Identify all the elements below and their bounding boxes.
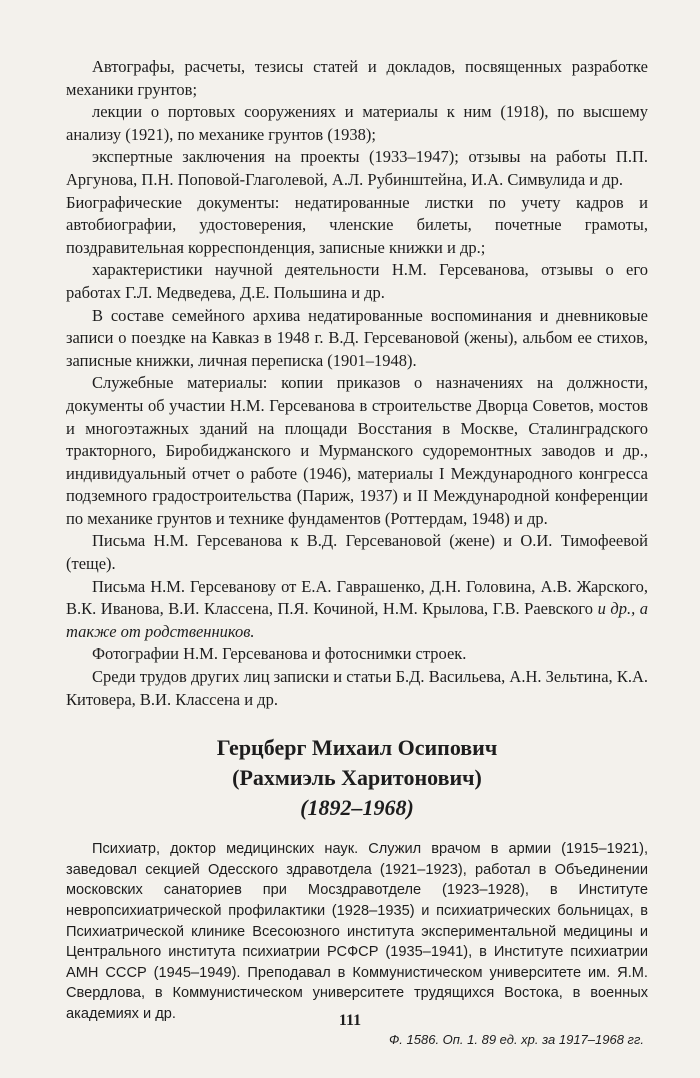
paragraph-autographs: Автографы, расчеты, тезисы статей и докладов, посвященных разработке механики грунтов; [66,57,648,99]
person-alt-name: (Рахмиэль Харитонович) [232,765,482,791]
page-number: 111 [338,1012,362,1029]
letters-to-text: Письма Н.М. Герсеванову от Е.А. Гаврашенко, Д.Н. Головина, А.В. Жарского, В.К. Иванова, В.И. Классена, П.Я. Кочиной, Н.М. Крылова, Г.В. Раевского [66,576,648,619]
letters-to-italic: и др., а также от родственников. [66,599,648,641]
paragraph-lectures: лекции о портовых сооружениях и материалы к ним (1918), по высшему анализу (1921), по механике грунтов (1938); [66,102,648,144]
person-heading [66,733,648,823]
person-years: (1892–1968) [300,795,414,821]
archive-description [66,56,648,711]
paragraph-characteristics: характеристики научной деятельности Н.М. Герсеванова, отзывы о его работах Г.Л. Медведева, Д.Е. Польшина и др. [66,260,648,302]
paragraph-service-materials: Служебные материалы: копии приказов о назначениях на должности, документы об участии Н.М. Герсеванова в строительстве Дворца Советов, мостов и многоэтажных зданий на площади Восстания в Москве, Сталинградского тракторного, Биробиджанского и Мурманского судоремонтных заводов и др., индивидуальный отчет о работе (1946), материалы I Международного конгресса подземного градостроительства (Париж, 1937) и II Международной конференции по механике грунтов и технике фундаментов (Роттердам, 1948) и др. [66,373,648,528]
paragraph-photos: Фотографии Н.М. Герсеванова и фотоснимки строек. [92,644,467,664]
paragraph-expert-opinions: экспертные заключения на проекты (1933–1947); отзывы на работы П.П. Аргунова, П.Н. Поповой-Глаголевой, А.Л. Рубинштейна, И.А. Симвулида и др. [66,147,648,189]
paragraph-letters-from: Письма Н.М. Герсеванова к В.Д. Герсевановой (жене) и О.И. Тимофеевой (теще). [66,531,648,574]
paragraph-other-works: Среди трудов других лиц записки и статьи Б.Д. Васильева, А.Н. Зельтина, К.А. Китовера, В.И. Классена и др. [66,667,648,709]
paragraph-letters-to [66,576,648,644]
paragraph-biographical-docs: Биографические документы: недатированные листки по учету кадров и автобиографии, удостоверения, членские билеты, почетные грамоты, поздравительная корреспонденция, записные книжки и др.; [66,192,648,257]
paragraph-family-archive: В составе семейного архива недатированные воспоминания и дневниковые записи о поездке на Кавказ в 1948 г. В.Д. Герсевановой (жены), альбом ее стихов, записные книжки, личная переписка (1901–1948). [66,305,648,370]
person-name: Герцберг Михаил Осипович [216,735,498,761]
person-biography: Психиатр, доктор медицинских наук. Служил врачом в армии (1915–1921), заведовал секцией Одесского здравотдела (1921–1923), работал в Объединении московских санаториев при Мосздравотделе (1923–1928), в Институте невропсихиатрической профилактики (1928–1935) и психиатрических больницах, в Психиатрической клинике Всесоюзного института экспериментальной медицины и Центрального института психиатрии РСФСР (1935–1941), в Институте психиатрии АМН СССР (1945–1949). Преподавал в Коммунистическом университете им. Я.М. Свердлова, в Коммунистическом университете трудящихся Востока, в военных академиях и др. [66,841,648,1022]
archive-reference: Ф. 1586. Оп. 1. 89 ед. хр. за 1917–1968 гг. [388,1031,644,1047]
